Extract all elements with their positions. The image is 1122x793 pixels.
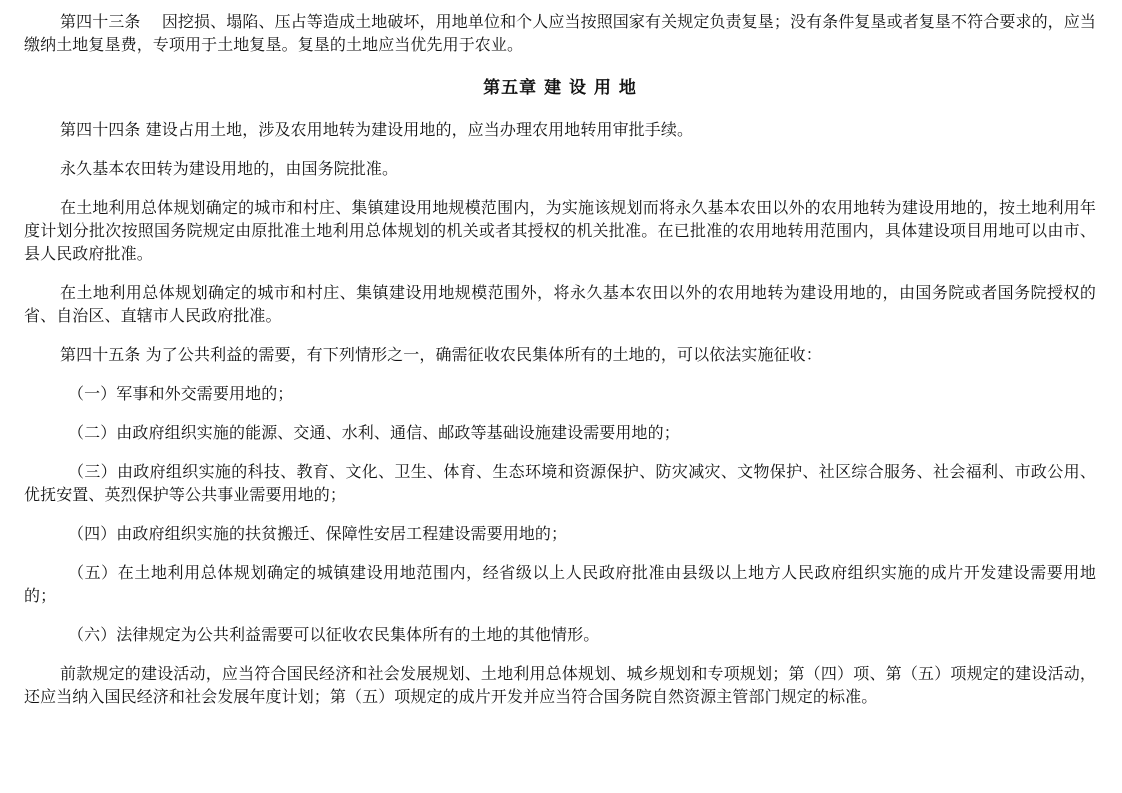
list-item: （一）军事和外交需要用地的；: [68, 384, 294, 403]
list-item: （六）法律规定为公共利益需要可以征收农民集体所有的土地的其他情形。: [68, 625, 600, 644]
article-45-final-paragraph: 前款规定的建设活动，应当符合国民经济和社会发展规划、土地利用总体规划、城乡规划和专项规划；第（四）项、第（五）项规定的建设活动，还应当纳入国民经济和社会发展年度计划；第（五）项规定的成片开发并应当符合国务院自然资源主管部门规定的标准。: [24, 664, 1096, 706]
article-44-paragraph-4: 在土地利用总体规划确定的城市和村庄、集镇建设用地规模范围外，将永久基本农田以外的农用地转为建设用地的，由国务院或者国务院授权的省、自治区、直辖市人民政府批准。: [24, 283, 1096, 325]
article-44-paragraph-3: 在土地利用总体规划确定的城市和村庄、集镇建设用地规模范围内，为实施该规划而将永久基本农田以外的农用地转为建设用地的，按土地利用年度计划分批次按照国务院规定由原批准土地利用总体规划的机关或者其授权的机关批准。在已批准的农用地转用范围内，具体建设项目用地可以由市、县人民政府批准。: [24, 198, 1096, 263]
list-item: （三）由政府组织实施的科技、教育、文化、卫生、体育、生态环境和资源保护、防灾减灾、文物保护、社区综合服务、社会福利、市政公用、优抚安置、英烈保护等公共事业需要用地的；: [24, 462, 1096, 504]
article-44-paragraph: 第四十四条 建设占用土地，涉及农用地转为建设用地的，应当办理农用地转用审批手续。: [60, 120, 694, 139]
list-item: （二）由政府组织实施的能源、交通、水利、通信、邮政等基础设施建设需要用地的；: [68, 423, 680, 442]
document-page: [24, 10, 1096, 708]
article-43-paragraph: 第四十三条 因挖损、塌陷、压占等造成土地破坏，用地单位和个人应当按照国家有关规定负责复垦；没有条件复垦或者复垦不符合要求的，应当缴纳土地复垦费，专项用于土地复垦。复垦的土地应当优先用于农业。: [24, 12, 1096, 54]
list-item: （四）由政府组织实施的扶贫搬迁、保障性安居工程建设需要用地的；: [68, 524, 568, 543]
list-item: （五）在土地利用总体规划确定的城镇建设用地范围内，经省级以上人民政府批准由县级以上地方人民政府组织实施的成片开发建设需要用地的；: [24, 563, 1096, 605]
article-45-paragraph: 第四十五条 为了公共利益的需要，有下列情形之一，确需征收农民集体所有的土地的，可以依法实施征收：: [60, 345, 822, 364]
article-44-paragraph-2: 永久基本农田转为建设用地的，由国务院批准。: [60, 159, 399, 178]
chapter-heading: 第五章 建 设 用 地: [483, 78, 637, 98]
